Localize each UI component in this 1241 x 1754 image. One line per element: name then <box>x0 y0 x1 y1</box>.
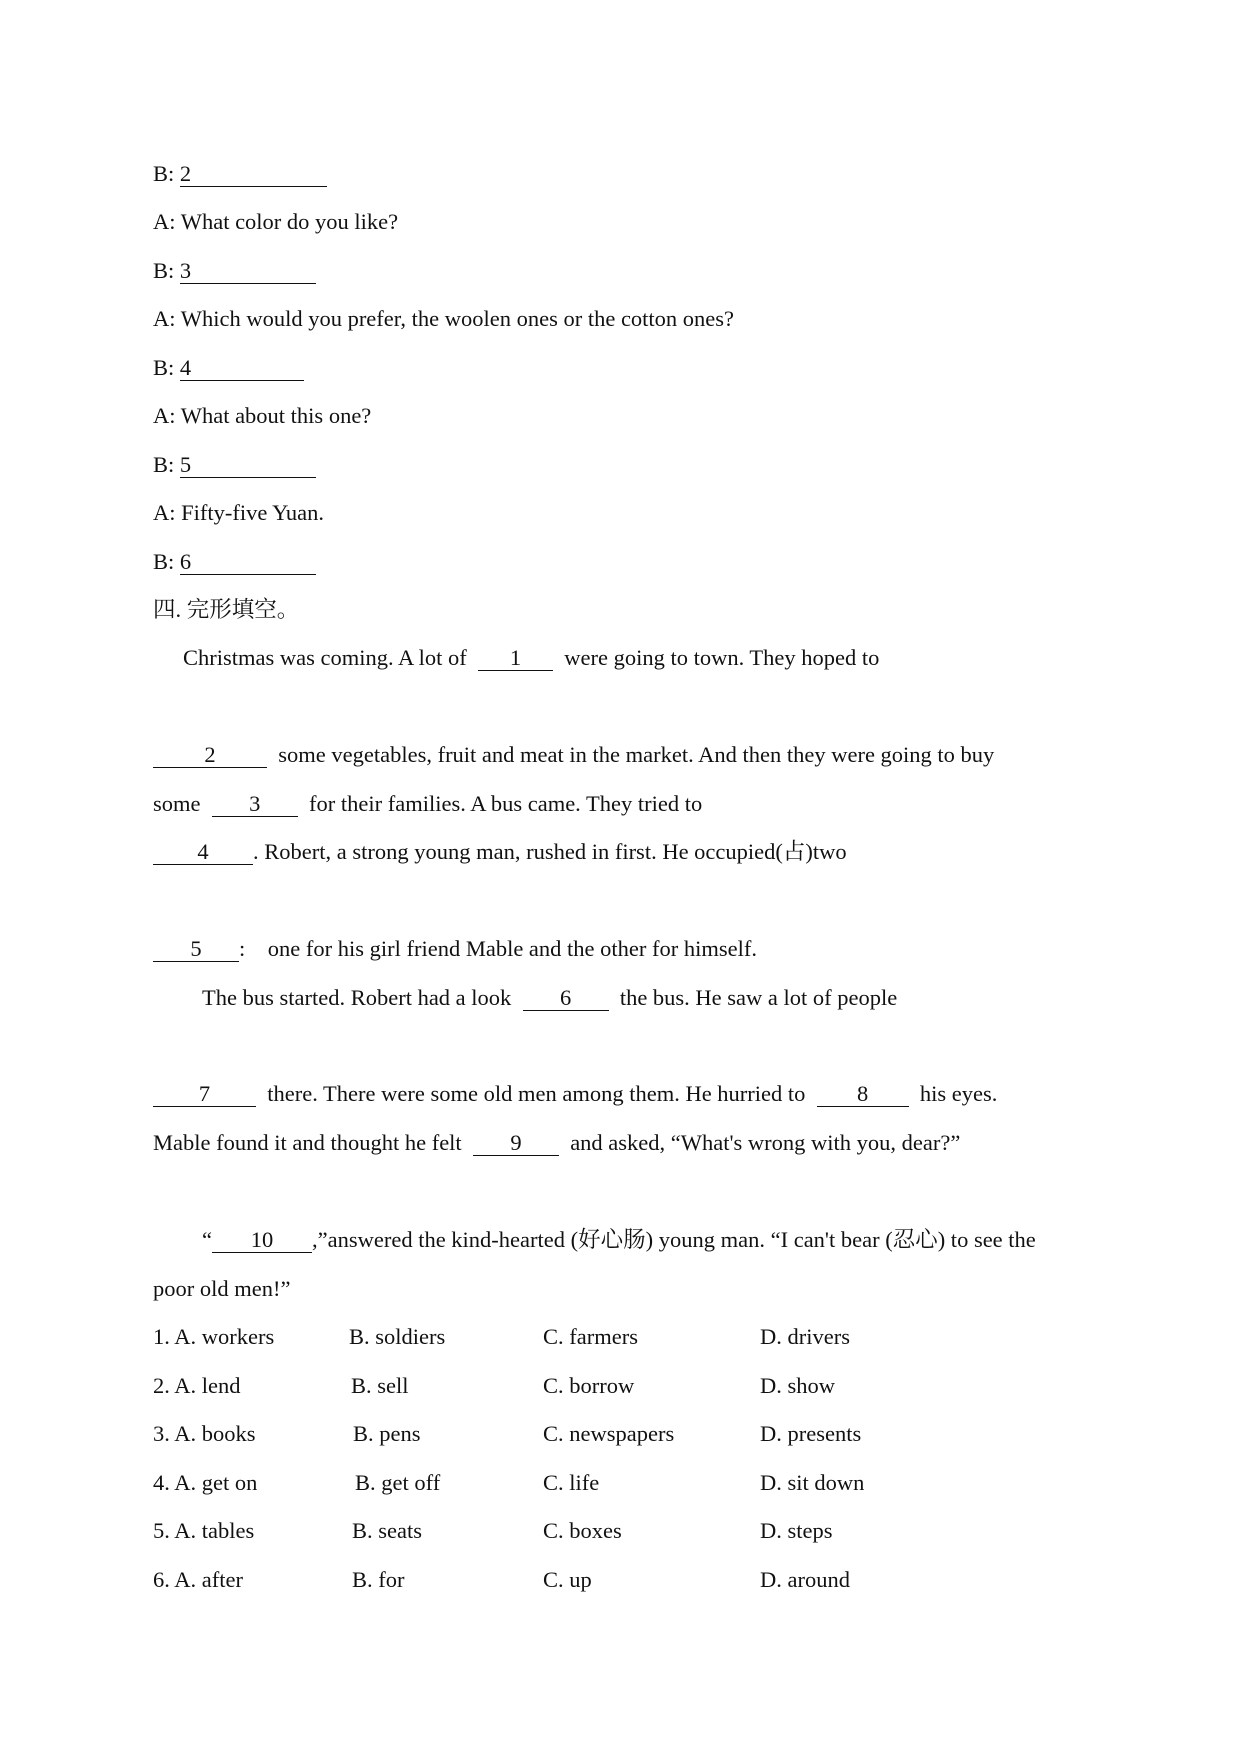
answer-blank: 4 <box>180 356 304 381</box>
option-b: B. soldiers <box>349 1324 446 1349</box>
dialogue-line: B: 6 <box>153 547 316 577</box>
dialogue-line: A: Which would you prefer, the woolen ones or the cotton ones? <box>153 306 735 331</box>
dialogue-line: A: What color do you like? <box>153 209 399 234</box>
dialogue-line: A: What about this one? <box>153 403 372 428</box>
passage-line: “ 10 ,”answered the kind-hearted (好心肠) young man. “I can't bear (忍心) to see the <box>202 1227 1036 1252</box>
option-b: B. sell <box>351 1373 409 1398</box>
answer-blank: 2 <box>180 162 327 187</box>
cloze-blank: 9 <box>473 1131 559 1156</box>
option-a: A. lend <box>174 1373 241 1398</box>
cloze-blank: 8 <box>817 1082 909 1107</box>
option-d: D. steps <box>760 1518 833 1543</box>
dialogue-line: A: Fifty-five Yuan. <box>153 500 325 525</box>
option-c: C. borrow <box>543 1373 635 1398</box>
option-c: C. newspapers <box>543 1421 675 1446</box>
passage-line: 5 : one for his girl friend Mable and the other for himself. <box>153 934 757 964</box>
option-c: C. up <box>543 1567 592 1592</box>
option-a: A. get on <box>174 1470 258 1495</box>
option-b: B. seats <box>352 1518 422 1543</box>
answer-blank: 5 <box>180 453 316 478</box>
option-c: C. farmers <box>543 1324 638 1349</box>
dialogue-line: B: 2 <box>153 159 327 189</box>
option-c: C. boxes <box>543 1518 622 1543</box>
answer-blank: 3 <box>180 259 316 284</box>
passage-line: Christmas was coming. A lot of 1 were going to town. They hoped to <box>183 645 880 670</box>
dialogue-line: B: 3 <box>153 256 316 286</box>
option-d: D. presents <box>760 1421 862 1446</box>
cloze-blank: 4 <box>153 840 253 865</box>
passage-line: 2 some vegetables, fruit and meat in the market. And then they were going to buy <box>153 740 994 770</box>
option-c: C. life <box>543 1470 600 1495</box>
option-a: A. workers <box>174 1324 275 1349</box>
cloze-blank: 6 <box>523 986 609 1011</box>
passage-line: some 3 for their families. A bus came. They tried to <box>153 791 703 816</box>
answer-blank: 6 <box>180 550 316 575</box>
option-b: B. pens <box>353 1421 421 1446</box>
section-title: 四. 完形填空。 <box>153 597 300 622</box>
cloze-blank: 3 <box>212 792 298 817</box>
cloze-blank: 2 <box>153 743 267 768</box>
passage-line: 7 there. There were some old men among them. He hurried to 8 his eyes. <box>153 1079 997 1109</box>
option-d: D. sit down <box>760 1470 865 1495</box>
option-a: A. after <box>174 1567 243 1592</box>
cloze-blank: 10 <box>212 1228 312 1253</box>
passage-line: The bus started. Robert had a look 6 the bus. He saw a lot of people <box>202 985 898 1010</box>
dialogue-line: B: 5 <box>153 450 316 480</box>
passage-line: poor old men!” <box>153 1276 291 1301</box>
passage-line: 4 . Robert, a strong young man, rushed in first. He occupied(占)two <box>153 837 847 867</box>
document-page: B: 2 A: What color do you like? B: 3 A: Which would you prefer, the woolen ones or the cotton ones? B: 4 A: What about this one? B: 5 A: Fifty-five Yuan. B: 6 四. 完形填空。 Christmas was coming. A lot of 1 were going to town. They hoped to 2 some vegetables, fruit and meat in the market. And then they were going to buy some 3 for their families. A bus came. They tried to 4 . Robert, a strong young man, rushed in first. He occupied(占)two 5 : one for his girl friend Mable and the other for himself. The bus started. Robert had a look 6 the bus. He saw a lot of people 7 there. There were some old men among them. He hurried to 8 his eyes. Mable found it and thought he felt 9 and asked, “What's wrong with you, dear?” “ 10 ,”answered the kind-hearted (好心肠) young man. “I can't bear (忍心) to see the poor old men!” 1. A. workers B. soldiers C. farmers D. drivers 2. A. lend B. sell C. borrow D. show 3. A. books B. pens C. newspapers D. presents 4. A. get on B. get off C. life D. sit down 5. A. tables B. seats C. boxes D. steps 6. A. after B. for C. up D. around <box>0 0 1241 1754</box>
cloze-blank: 1 <box>478 646 553 671</box>
option-d: D. drivers <box>760 1324 850 1349</box>
passage-line: Mable found it and thought he felt 9 and asked, “What's wrong with you, dear?” <box>153 1130 961 1155</box>
option-d: D. around <box>760 1567 850 1592</box>
cloze-blank: 7 <box>153 1082 256 1107</box>
dialogue-line: B: 4 <box>153 353 304 383</box>
option-b: B. get off <box>355 1470 441 1495</box>
option-a: A. books <box>174 1421 256 1446</box>
option-b: B. for <box>352 1567 405 1592</box>
option-d: D. show <box>760 1373 836 1398</box>
option-a: A. tables <box>174 1518 255 1543</box>
cloze-blank: 5 <box>153 937 239 962</box>
